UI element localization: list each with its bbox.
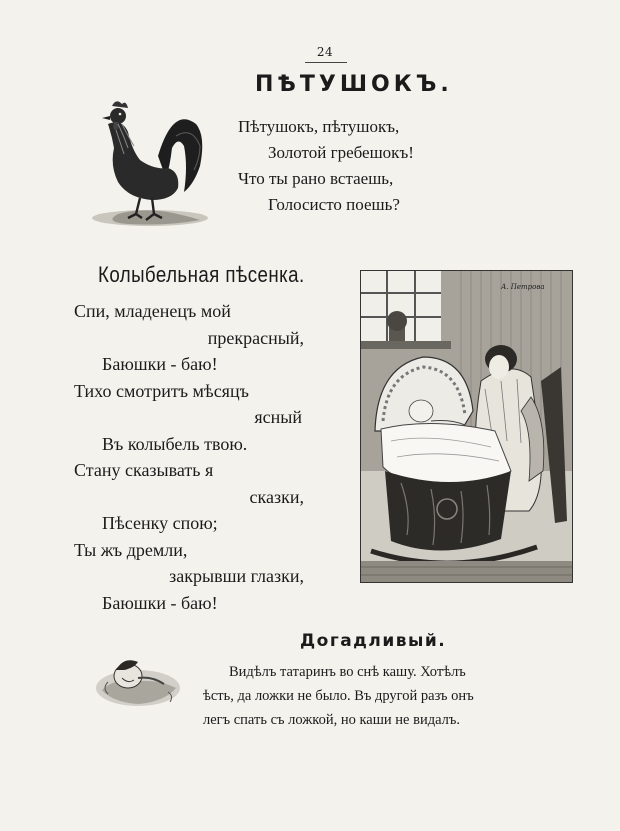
poem-2-line: Тихо смотритъ мѣсяцъ	[74, 380, 249, 401]
poem-1-line: Голосисто поешь?	[268, 195, 400, 214]
poem-2-line: Въ колыбель твою.	[102, 433, 248, 454]
poem-2-line: Баюшки - баю!	[102, 354, 218, 374]
story-title: Догадливый.	[300, 631, 447, 651]
poem-1-title: ПѢТУШОКЪ.	[255, 72, 453, 97]
poem-2-line: Стану сказывать я	[74, 460, 214, 480]
poem-2-line: ясный	[254, 407, 302, 427]
poem-2-line: закрывши глазки,	[169, 566, 304, 586]
poem-1-text	[238, 114, 414, 218]
poem-2-line: Пѣсенку спою;	[102, 513, 218, 533]
story-text	[203, 660, 581, 732]
page-number: 24	[316, 45, 334, 59]
poem-2-line: сказки,	[249, 486, 304, 507]
sleeping-man-vignette	[94, 648, 182, 712]
rooster-engraving	[88, 96, 210, 232]
poem-1-line: Что ты рано встаешь,	[238, 169, 394, 188]
poem-1-line: Пѣтушокъ, пѣтушокъ,	[238, 117, 400, 136]
cradle-illustration	[360, 270, 573, 583]
poem-2-text	[74, 298, 334, 616]
story-line: ѣсть, да ложки не было. Въ другой разъ онъ	[203, 688, 474, 704]
story-line: Видѣлъ татаринъ во снѣ кашу. Хотѣлъ	[229, 664, 466, 680]
page-number-rule	[305, 62, 347, 63]
story-line: легъ спать съ ложкой, но каши не видалъ.	[203, 712, 461, 728]
poem-2-line: Ты жъ дремли,	[74, 539, 188, 560]
illustration-signature: А. Петрова	[501, 283, 545, 291]
poem-2-line: Спи, младенецъ мой	[74, 301, 231, 321]
poem-2-title: Колыбельная пѣсенка.	[98, 262, 305, 287]
poem-2-line: прекрасный,	[207, 327, 304, 348]
poem-1-line: Золотой гребешокъ!	[268, 143, 414, 162]
poem-2-line: Баюшки - баю!	[102, 592, 218, 613]
